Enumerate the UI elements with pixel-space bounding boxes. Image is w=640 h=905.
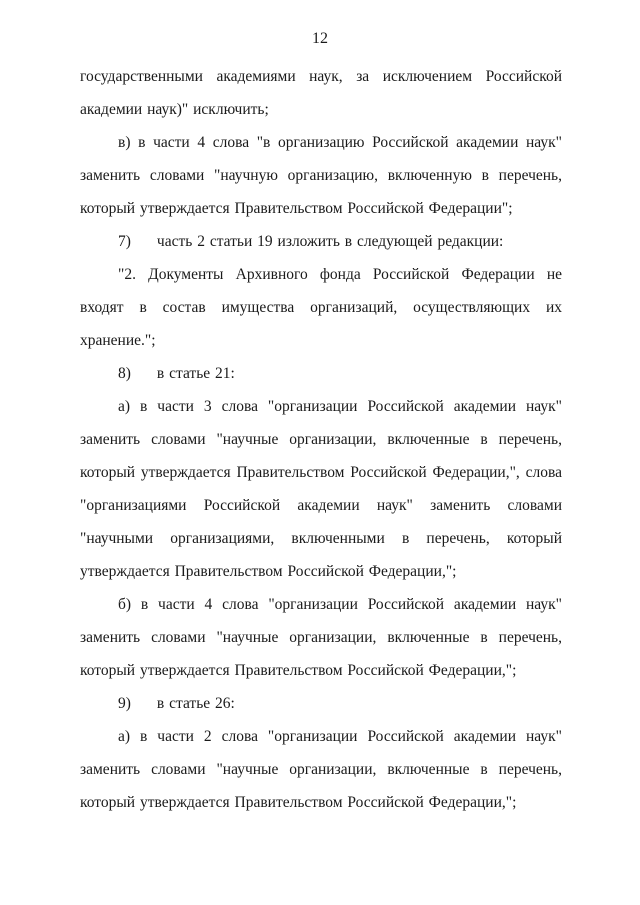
list-marker: 9) xyxy=(118,695,131,712)
page-number: 12 xyxy=(312,30,328,47)
paragraph: 9) в статье 26: xyxy=(118,695,235,712)
paragraph: а) в части 2 слова "организации Российской академии наук" заменить словами "научные организации, включенные в перечень, который утверждается Правительством Российской Федерации,"; xyxy=(80,728,562,811)
list-marker: 7) xyxy=(118,233,131,250)
paragraph: а) в части 3 слова "организации Российской академии наук" заменить словами "научные организации, включенные в перечень, который утверждается Правительством Российской Федерации,", слова "организациями Российской академии наук" заменить словами "научными организациями, включенными в перечень, который утверждается Правительством Российской Федерации,"; xyxy=(80,398,562,580)
paragraph: 7) часть 2 статьи 19 изложить в следующей редакции: xyxy=(118,233,504,250)
paragraph: государственными академиями наук, за исключением Российской академии наук)" исключить; xyxy=(80,68,562,118)
list-marker: 8) xyxy=(118,365,131,382)
paragraph: 8) в статье 21: xyxy=(118,365,235,382)
paragraph: "2. Документы Архивного фонда Российской Федерации не входят в состав имущества организаций, осуществляющих их хранение."; xyxy=(80,266,562,349)
paragraph: в) в части 4 слова "в организацию Российской академии наук" заменить словами "научную организацию, включенную в перечень, который утверждается Правительством Российской Федерации"; xyxy=(80,134,562,217)
document-body xyxy=(80,60,562,819)
paragraph: б) в части 4 слова "организации Российской академии наук" заменить словами "научные организации, включенные в перечень, который утверждается Правительством Российской Федерации,"; xyxy=(80,596,562,679)
